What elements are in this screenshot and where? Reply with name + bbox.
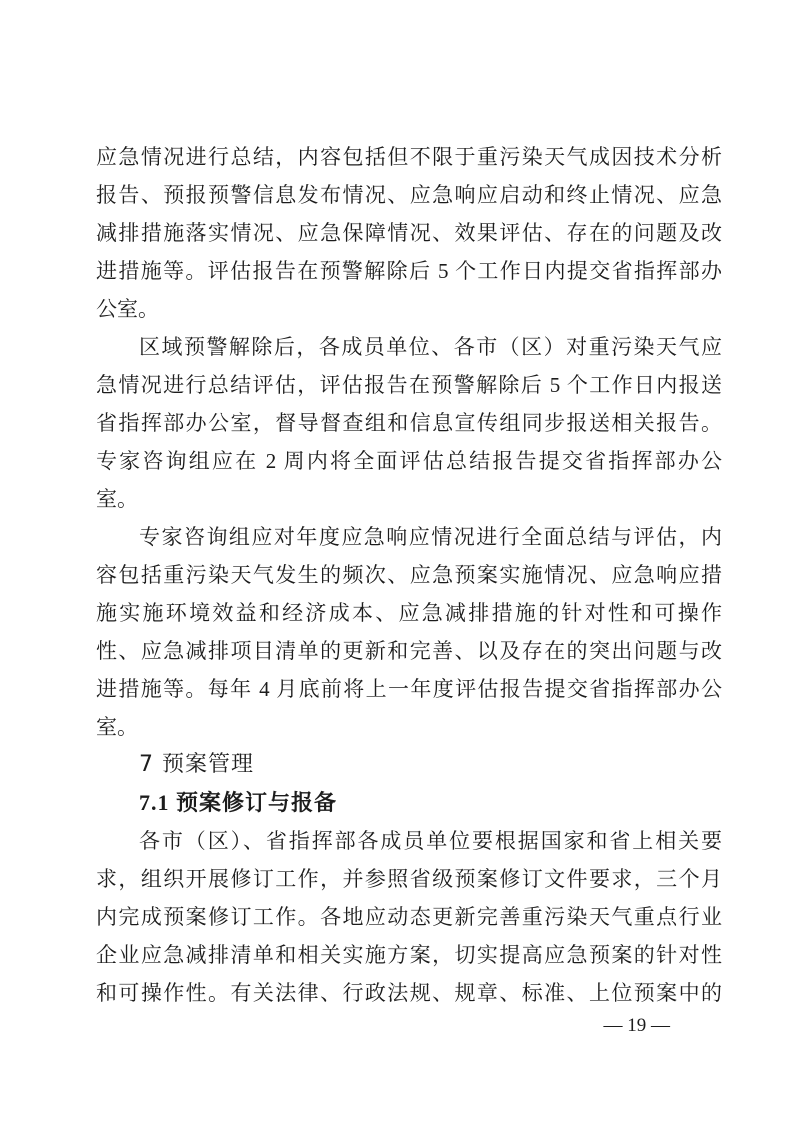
body-line: 减排措施落实情况、应急保障情况、效果评估、存在的问题及改 bbox=[96, 221, 722, 245]
subsection-heading-7-1: 7.1 预案修订与报备 bbox=[139, 790, 338, 815]
body-line: 室。 bbox=[96, 487, 138, 511]
body-line: 施实施环境效益和经济成本、应急减排措施的针对性和可操作 bbox=[96, 601, 722, 625]
page-number: — 19 — bbox=[603, 1015, 670, 1036]
body-line: 应急情况进行总结，内容包括但不限于重污染天气成因技术分析 bbox=[96, 145, 722, 169]
body-line: 求，组织开展修订工作，并参照省级预案修订文件要求，三个月 bbox=[96, 867, 722, 891]
body-line: 进措施等。评估报告在预警解除后 5 个工作日内提交省指挥部办 bbox=[96, 259, 722, 283]
body-line: 报告、预报预警信息发布情况、应急响应启动和终止情况、应急 bbox=[96, 183, 722, 207]
body-line: 专家咨询组应对年度应急响应情况进行全面总结与评估，内 bbox=[139, 525, 722, 549]
body-line: 和可操作性。有关法律、行政法规、规章、标准、上位预案中的 bbox=[96, 981, 722, 1005]
body-line: 容包括重污染天气发生的频次、应急预案实施情况、应急响应措 bbox=[96, 563, 722, 587]
body-line: 内完成预案修订工作。各地应动态更新完善重污染天气重点行业 bbox=[96, 905, 722, 929]
body-line: 专家咨询组应在 2 周内将全面评估总结报告提交省指挥部办公 bbox=[96, 449, 722, 473]
paragraph-regional-warning bbox=[96, 328, 722, 518]
body-line: 各市（区）、省指挥部各成员单位要根据国家和省上相关要 bbox=[139, 829, 722, 853]
body-line: 区域预警解除后，各成员单位、各市（区）对重污染天气应 bbox=[139, 335, 722, 359]
body-line: 室。 bbox=[96, 715, 138, 739]
body-line: 进措施等。每年 4 月底前将上一年度评估报告提交省指挥部办公 bbox=[96, 677, 722, 701]
paragraph-plan-revision bbox=[96, 822, 722, 1012]
body-line: 公室。 bbox=[96, 297, 159, 321]
body-line: 企业应急减排清单和相关实施方案，切实提高应急预案的针对性 bbox=[96, 943, 722, 967]
body-line: 性、应急减排项目清单的更新和完善、以及存在的突出问题与改 bbox=[96, 639, 722, 663]
paragraph-annual-evaluation bbox=[96, 518, 722, 746]
body-line: 急情况进行总结评估，评估报告在预警解除后 5 个工作日内报送 bbox=[96, 373, 722, 397]
document-body bbox=[96, 138, 722, 1012]
section-heading-7: 7 预案管理 bbox=[139, 752, 254, 777]
body-line: 省指挥部办公室，督导督查组和信息宣传组同步报送相关报告。 bbox=[96, 411, 722, 435]
paragraph-evaluation-report bbox=[96, 138, 722, 328]
